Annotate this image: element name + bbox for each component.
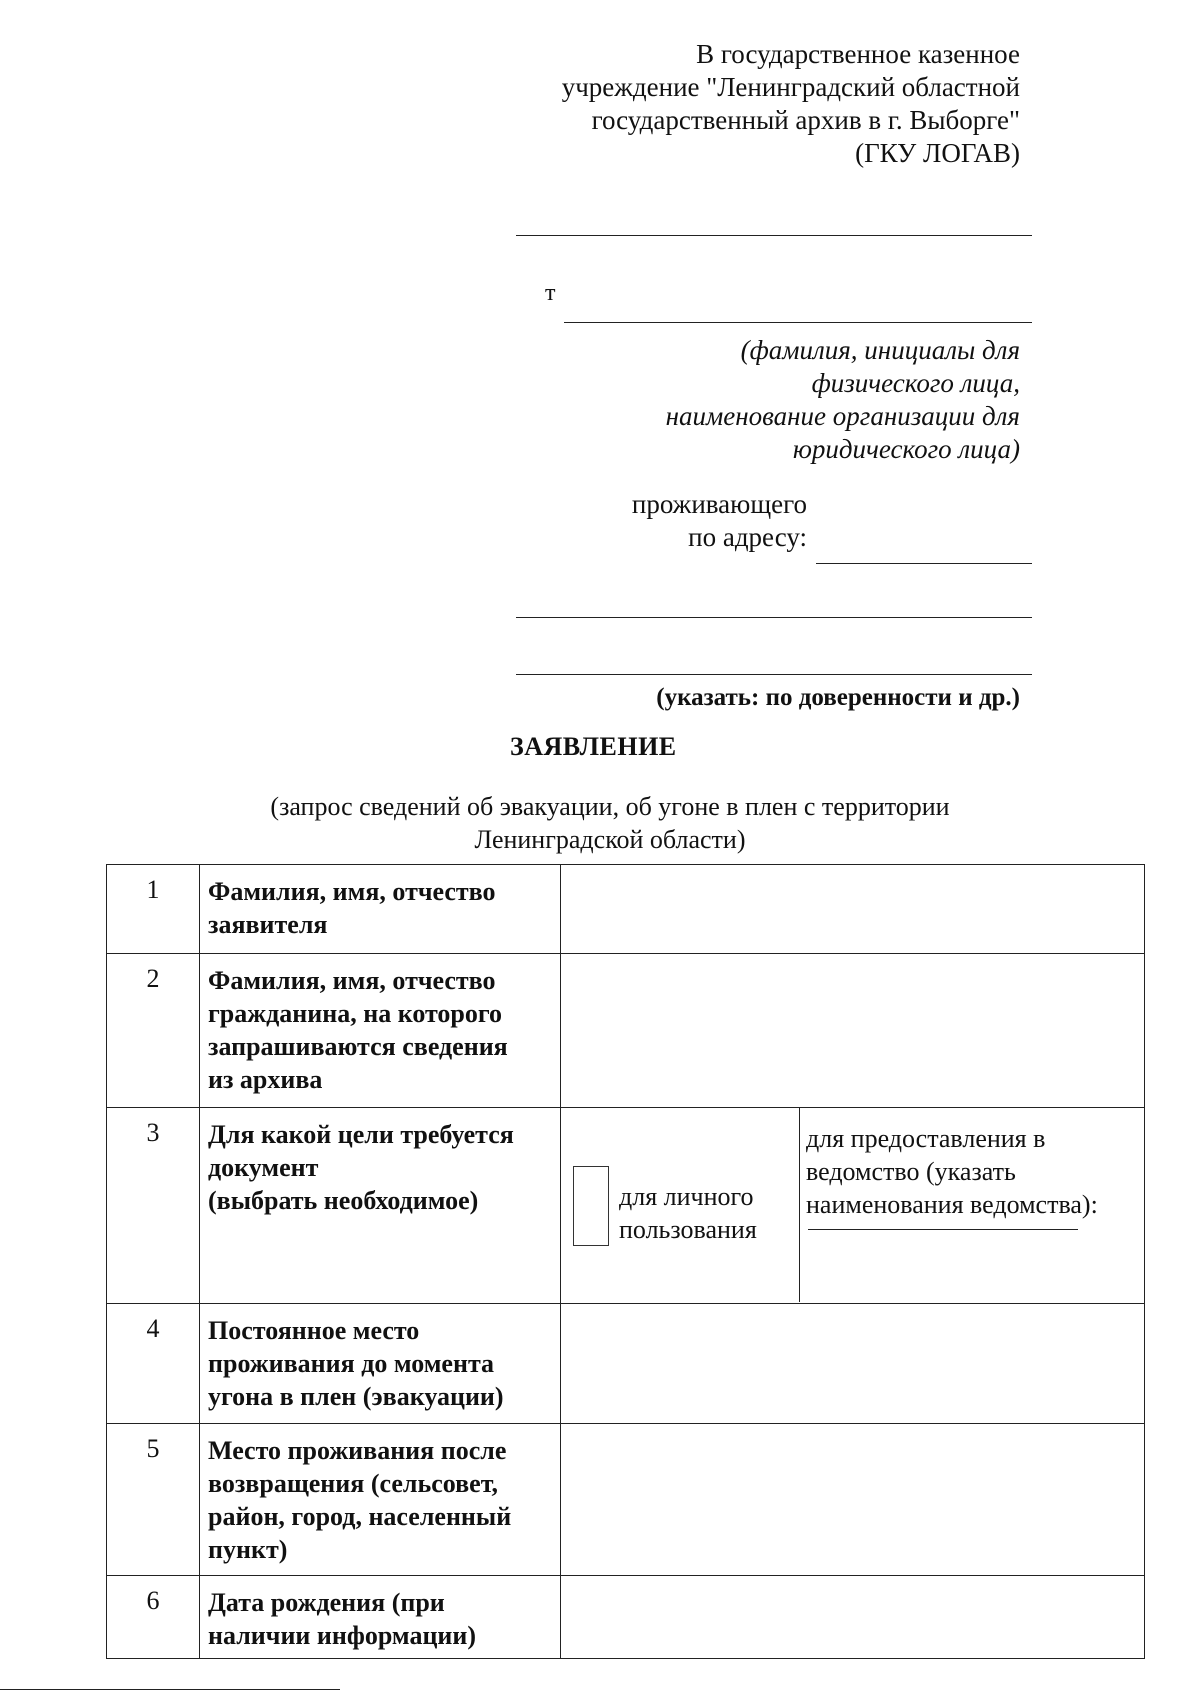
table-row	[107, 1108, 1145, 1304]
label-line: район, город, населенный	[208, 1502, 512, 1531]
row-number: 6	[107, 1576, 200, 1659]
residence-after-field[interactable]	[561, 1424, 1145, 1576]
label-line: гражданина, на которого	[208, 999, 503, 1028]
personal-use-label	[619, 1180, 757, 1246]
row-label	[200, 954, 561, 1108]
label-line: (выбрать необходимое)	[208, 1186, 479, 1215]
label-line: Фамилия, имя, отчество	[208, 877, 496, 906]
addressee-line-3: государственный архив в г. Выборге"	[591, 105, 1020, 135]
row-label	[200, 865, 561, 954]
birth-date-field[interactable]	[561, 1576, 1145, 1659]
addressee-line-4: (ГКУ ЛОГАВ)	[855, 138, 1020, 168]
addressee-line-1: В государственное казенное	[696, 39, 1020, 69]
label-line: запрашиваются сведения	[208, 1032, 508, 1061]
personal-use-checkbox[interactable]	[573, 1166, 609, 1246]
row-number: 3	[107, 1108, 200, 1304]
personal-use-line-1: для личного	[619, 1182, 754, 1211]
table-row	[107, 1304, 1145, 1424]
subtitle-line-2: Ленинградской области)	[474, 825, 746, 854]
table-row	[107, 954, 1145, 1108]
address-line-1[interactable]	[816, 563, 1032, 564]
department-line-2: ведомство (указать	[806, 1157, 1016, 1186]
bottom-edge-line	[0, 1689, 340, 1690]
authority-note: (указать: по доверенности и др.)	[656, 684, 1020, 711]
hint-line-2: физического лица,	[811, 368, 1020, 398]
label-line: проживания до момента	[208, 1349, 495, 1378]
label-line: Постоянное место	[208, 1316, 420, 1345]
label-line: заявителя	[208, 910, 328, 939]
personal-use-line-2: пользования	[619, 1215, 757, 1244]
applicant-name-hint	[520, 334, 1020, 466]
label-line: Дата рождения (при	[208, 1588, 445, 1617]
hint-line-3: наименование организации для	[665, 401, 1020, 431]
addressee-block	[420, 38, 1020, 170]
addressee-line-2: учреждение "Ленинградский областной	[561, 72, 1020, 102]
label-line: из архива	[208, 1065, 323, 1094]
label-line: Для какой цели требуется	[208, 1120, 514, 1149]
department-line-1: для предоставления в	[806, 1124, 1046, 1153]
residing-line-2: по адресу:	[688, 522, 807, 552]
label-line: возвращения (сельсовет,	[208, 1469, 499, 1498]
residing-line-1: проживающего	[631, 489, 807, 519]
row-label	[200, 1108, 561, 1304]
blank-line-1[interactable]	[516, 235, 1032, 236]
hint-line-1: (фамилия, инициалы для	[740, 335, 1020, 365]
label-line: документ	[208, 1153, 319, 1182]
table-row	[107, 1576, 1145, 1659]
address-line-3[interactable]	[516, 674, 1032, 675]
citizen-name-field[interactable]	[561, 954, 1145, 1108]
department-line-3: наименования ведомства):	[806, 1190, 1098, 1219]
applicant-name-field[interactable]	[561, 865, 1145, 954]
table-row	[107, 1424, 1145, 1576]
label-line: угона в плен (эвакуации)	[208, 1382, 504, 1411]
row-label	[200, 1424, 561, 1576]
purpose-cell	[561, 1108, 1145, 1304]
document-title: ЗАЯВЛЕНИЕ	[510, 732, 677, 761]
applicant-name-line[interactable]	[564, 322, 1032, 323]
label-line: Фамилия, имя, отчество	[208, 966, 496, 995]
row-number: 4	[107, 1304, 200, 1424]
document-subtitle	[180, 790, 1040, 856]
department-name-line[interactable]	[808, 1229, 1078, 1230]
from-prefix: т	[545, 280, 556, 306]
department-option	[800, 1108, 1144, 1302]
label-line: наличии информации)	[208, 1621, 477, 1650]
hint-line-4: юридического лица)	[792, 434, 1020, 464]
residence-before-field[interactable]	[561, 1304, 1145, 1424]
address-line-2[interactable]	[516, 617, 1032, 618]
row-label	[200, 1576, 561, 1659]
request-table	[106, 864, 1145, 1659]
row-number: 2	[107, 954, 200, 1108]
subtitle-line-1: (запрос сведений об эвакуации, об угоне в плен с территории	[270, 792, 950, 821]
residing-label	[407, 488, 807, 554]
label-line: Место проживания после	[208, 1436, 507, 1465]
purpose-options	[561, 1108, 1144, 1302]
label-line: пункт)	[208, 1535, 288, 1564]
row-number: 5	[107, 1424, 200, 1576]
row-label	[200, 1304, 561, 1424]
personal-use-option	[561, 1108, 800, 1302]
row-number: 1	[107, 865, 200, 954]
table-row	[107, 865, 1145, 954]
